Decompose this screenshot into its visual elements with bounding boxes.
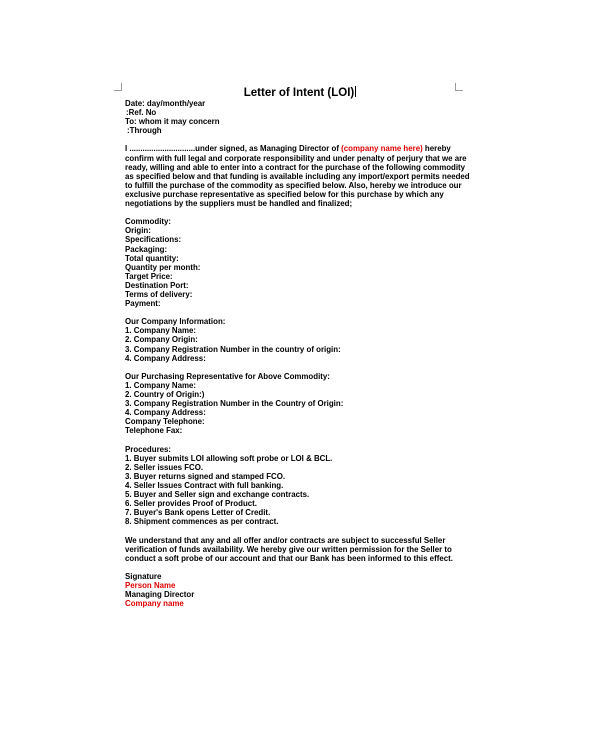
company-info-section	[125, 317, 470, 362]
header-line-to: To: whom it may concern	[125, 117, 220, 127]
text-cursor	[355, 86, 356, 97]
representative-item: Company Telephone:	[125, 417, 205, 427]
commodity-field: Payment:	[125, 299, 161, 309]
representative-section	[125, 372, 470, 436]
intro-paragraph	[125, 144, 470, 208]
procedure-step: 3. Buyer returns signed and stamped FCO.	[125, 471, 286, 481]
representative-item: 4. Company Address:	[125, 408, 206, 418]
procedure-step: 4. Seller Issues Contract with full banking.	[125, 480, 284, 490]
representative-item: 3. Company Registration Number in the Country of Origin:	[125, 399, 344, 409]
commodity-field: Origin:	[125, 226, 151, 236]
representative-item: 2. Country of Origin:)	[125, 390, 205, 399]
closing-paragraph: We understand that any and all offer and/or contracts are subject to successful Seller verification of funds availability. We hereby give our written permission for the Seller to conduct a soft probe of our account and that our Bank has been informed to this effect.	[125, 535, 453, 563]
company-info-item: 1. Company Name:	[125, 326, 197, 336]
representative-heading: Our Purchasing Representative for Above Commodity:	[125, 371, 330, 381]
intro-text-rest: hereby confirm with full legal and corporate responsibility and under penalty of perjury that we are ready, willing and able to enter into a contract for the purchase of the following commodity as specified below and that funding is available including any import/export permits needed to fulfill the purchase of the commodity as specified below. Also, hereby we introduce our exclusive purchase representative as specified below for this purchase by which any negotiations by the suppliers must be handled and finalized;	[125, 144, 470, 209]
commodity-field: Commodity:	[125, 217, 172, 227]
procedure-step: 7. Buyer's Bank opens Letter of Credit.	[125, 508, 271, 518]
header-line-ref: :Ref. No	[126, 108, 157, 118]
company-info-item: 4. Company Address:	[125, 353, 206, 363]
signature-block	[125, 572, 470, 608]
company-info-item: 3. Company Registration Number in the country of origin:	[125, 344, 341, 354]
letter-body	[125, 99, 470, 608]
commodity-field: Total quantity:	[125, 253, 179, 263]
letter-title	[0, 86, 600, 99]
company-info-heading: Our Company Information:	[125, 317, 226, 327]
procedure-step: 8. Shipment commences as per contract.	[125, 517, 279, 527]
signer-name-placeholder: Person Name	[125, 580, 176, 590]
signature-label: Signature	[125, 571, 162, 581]
signer-company-placeholder: Company name	[125, 599, 184, 609]
procedure-step: 1. Buyer submits LOI allowing soft probe or LOI & BCL.	[125, 453, 333, 463]
procedures-heading: Procedures:	[125, 444, 172, 454]
commodity-field: Destination Port:	[125, 280, 189, 290]
procedure-step: 6. Seller provides Proof of Product.	[125, 499, 257, 509]
commodity-field: Specifications:	[125, 235, 182, 245]
letter-title-text: Letter of Intent (LOI)	[243, 87, 355, 99]
representative-item: Telephone Fax:	[125, 426, 183, 436]
commodity-field: Terms of delivery:	[125, 289, 193, 299]
representative-item: 1. Company Name:	[125, 380, 197, 390]
intro-text-start: I ..............................under signed, as Managing Director of	[125, 144, 342, 154]
commodity-field: Target Price:	[125, 271, 173, 281]
commodity-field: Packaging:	[125, 244, 168, 254]
procedures-section	[125, 445, 470, 527]
procedure-step: 2. Seller issues FCO.	[125, 462, 204, 472]
commodity-field: Quantity per month:	[125, 262, 201, 272]
header-line-date: Date: day/month/year	[125, 99, 206, 108]
procedure-step: 5. Buyer and Seller sign and exchange contracts.	[125, 490, 310, 500]
signer-role: Managing Director	[125, 590, 195, 600]
company-name-placeholder: (company name here)	[341, 144, 423, 154]
header-line-through: :Through	[127, 126, 162, 136]
company-info-item: 2. Company Origin:	[125, 335, 198, 345]
commodity-fields	[125, 217, 470, 308]
